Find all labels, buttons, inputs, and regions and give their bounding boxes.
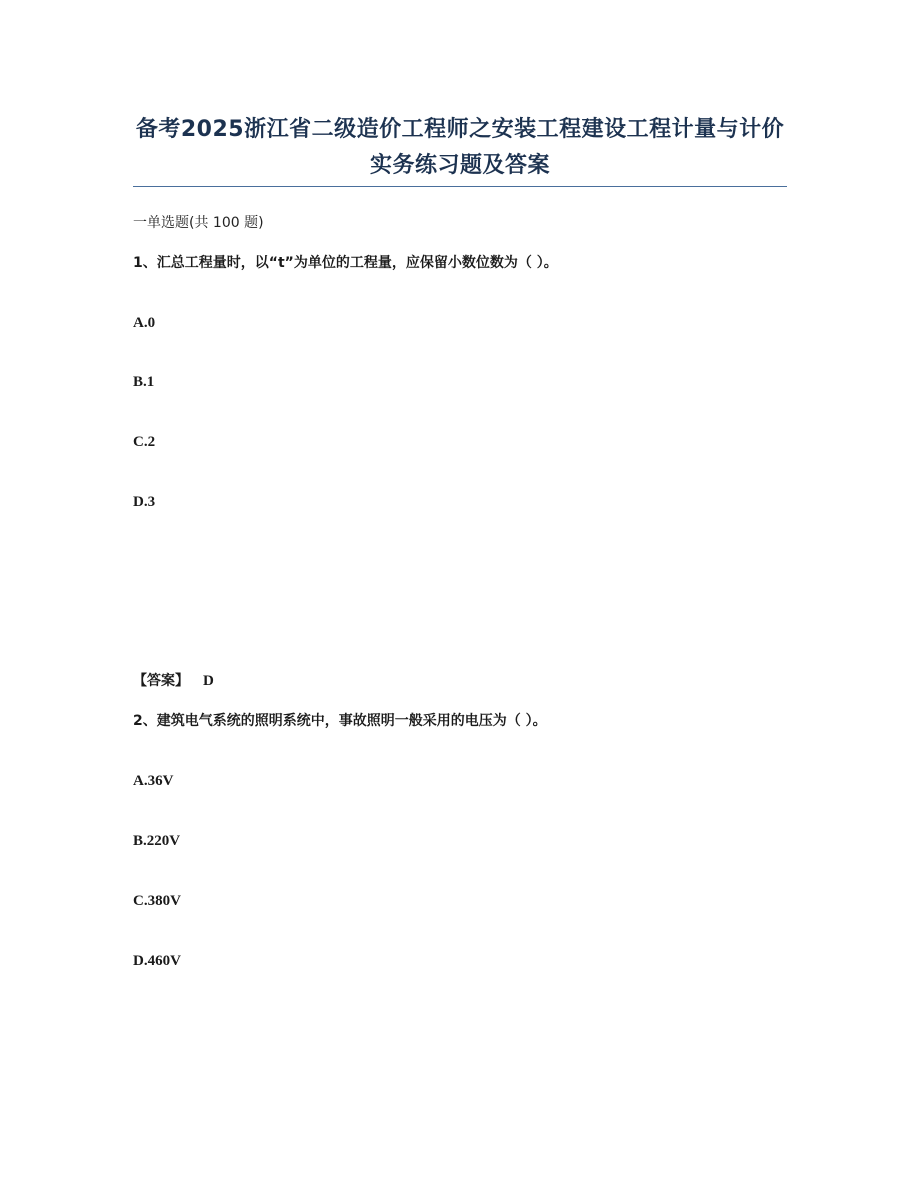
question-1-option-b: B.1 (133, 374, 155, 390)
question-1-option-a: A.0 (133, 315, 156, 331)
question-2-option-a: A.36V (133, 773, 174, 789)
question-2-option-b: B.220V (133, 833, 181, 849)
title-divider (133, 186, 787, 187)
question-2-option-c: C.380V (133, 893, 181, 909)
document-title-text: 备考2025浙江省二级造价工程师之安装工程建设工程计量与计价实务练习题及答案 (135, 117, 785, 178)
question-2-stem: 2、建筑电气系统的照明系统中，事故照明一般采用的电压为（ ）。 (133, 713, 547, 729)
section-heading: 一单选题(共 100 题) (133, 215, 264, 231)
question-1-option-c: C.2 (133, 434, 156, 450)
question-1-option-d: D.3 (133, 494, 156, 510)
question-1-stem: 1、汇总工程量时，以“t”为单位的工程量，应保留小数位数为（ ）。 (133, 255, 558, 271)
answer-label: 【答案】 (133, 673, 189, 689)
question-2-option-d: D.460V (133, 953, 181, 969)
document-title (133, 112, 787, 184)
question-1-answer (133, 671, 214, 691)
answer-value: D (203, 673, 214, 689)
